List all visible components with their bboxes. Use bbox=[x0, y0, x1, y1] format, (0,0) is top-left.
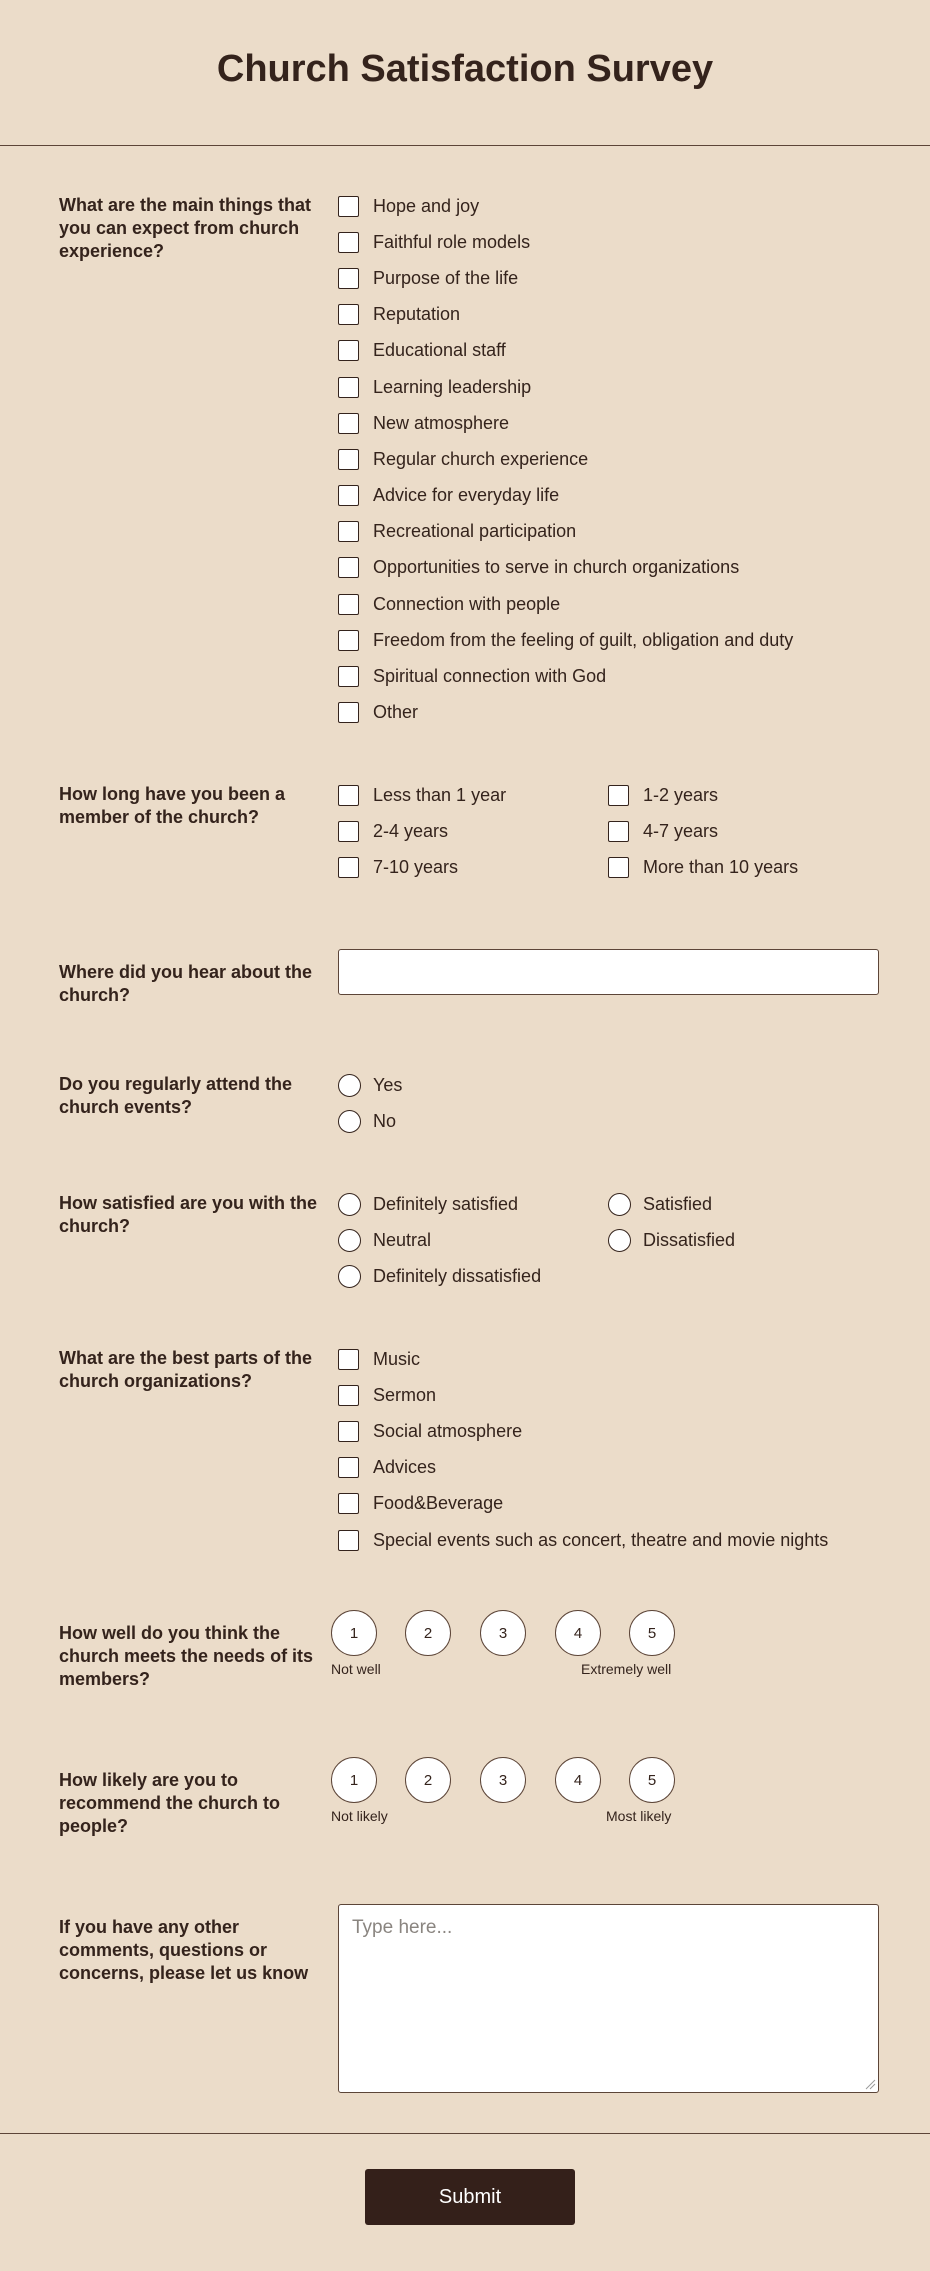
checkbox-option[interactable] bbox=[338, 555, 739, 579]
checkbox-option[interactable] bbox=[338, 375, 531, 399]
option-label: Other bbox=[373, 701, 419, 722]
submit-button[interactable]: Submit bbox=[365, 2169, 575, 2225]
option-label: 1-2 years bbox=[643, 784, 719, 805]
checkbox-option[interactable] bbox=[338, 664, 606, 688]
option-label: Advice for everyday life bbox=[373, 484, 560, 505]
checkbox[interactable] bbox=[338, 1493, 359, 1514]
question-label-expectations: What are the main things that you can expect from church experience? bbox=[59, 195, 312, 261]
option-label: Yes bbox=[373, 1074, 403, 1095]
checkbox[interactable] bbox=[338, 1385, 359, 1406]
checkbox[interactable] bbox=[338, 521, 359, 542]
radio-button[interactable] bbox=[338, 1193, 361, 1216]
option-label: Dissatisfied bbox=[643, 1229, 736, 1250]
checkbox-option[interactable] bbox=[608, 855, 798, 879]
checkbox[interactable] bbox=[338, 1457, 359, 1478]
question-label-best-parts: What are the best parts of the church organizations? bbox=[59, 1348, 313, 1391]
question-label-satisfaction: How satisfied are you with the church? bbox=[59, 1193, 318, 1236]
checkbox-option[interactable] bbox=[338, 194, 479, 218]
radio-option[interactable] bbox=[338, 1109, 396, 1133]
rating-button-3[interactable]: 3 bbox=[480, 1610, 526, 1656]
checkbox[interactable] bbox=[338, 304, 359, 325]
checkbox[interactable] bbox=[338, 557, 359, 578]
rating-button-5[interactable]: 5 bbox=[629, 1610, 675, 1656]
option-label: Hope and joy bbox=[373, 195, 480, 216]
option-label: Educational staff bbox=[373, 339, 506, 360]
checkbox[interactable] bbox=[338, 594, 359, 615]
option-label: Less than 1 year bbox=[373, 784, 507, 805]
checkbox[interactable] bbox=[338, 449, 359, 470]
radio-option[interactable] bbox=[608, 1228, 735, 1252]
option-label: Regular church experience bbox=[373, 448, 589, 469]
option-label: Connection with people bbox=[373, 593, 561, 614]
option-label: Purpose of the life bbox=[373, 267, 519, 288]
checkbox[interactable] bbox=[608, 857, 629, 878]
checkbox[interactable] bbox=[338, 1349, 359, 1370]
radio-option[interactable] bbox=[608, 1192, 712, 1216]
checkbox[interactable] bbox=[338, 702, 359, 723]
option-label: Recreational participation bbox=[373, 520, 577, 541]
option-label: More than 10 years bbox=[643, 856, 799, 877]
checkbox[interactable] bbox=[338, 821, 359, 842]
checkbox-option[interactable] bbox=[338, 855, 458, 879]
radio-button[interactable] bbox=[608, 1229, 631, 1252]
option-label: Music bbox=[373, 1348, 421, 1369]
question-label-attendance: Do you regularly attend the church events? bbox=[59, 1074, 293, 1117]
checkbox-option[interactable] bbox=[338, 783, 506, 807]
scale-high-label: Most likely bbox=[606, 1808, 672, 1824]
radio-option[interactable] bbox=[338, 1073, 402, 1097]
comments-textarea[interactable] bbox=[338, 1904, 879, 2093]
radio-button[interactable] bbox=[338, 1229, 361, 1252]
rating-button-5[interactable]: 5 bbox=[629, 1757, 675, 1803]
option-label: Learning leadership bbox=[373, 376, 532, 397]
checkbox[interactable] bbox=[608, 821, 629, 842]
checkbox[interactable] bbox=[338, 630, 359, 651]
rating-button-2[interactable]: 2 bbox=[405, 1757, 451, 1803]
option-label: New atmosphere bbox=[373, 412, 510, 433]
checkbox-option[interactable] bbox=[338, 1528, 828, 1552]
rating-button-1[interactable]: 1 bbox=[331, 1610, 377, 1656]
scale-low-label: Not well bbox=[331, 1661, 381, 1677]
radio-option[interactable] bbox=[338, 1228, 431, 1252]
checkbox[interactable] bbox=[338, 485, 359, 506]
checkbox[interactable] bbox=[338, 785, 359, 806]
option-label: Special events such as concert, theatre and movie nights bbox=[373, 1529, 829, 1550]
option-label: No bbox=[373, 1110, 397, 1131]
scale-high-label: Extremely well bbox=[581, 1661, 672, 1677]
resize-grip-icon[interactable] bbox=[864, 2078, 876, 2090]
radio-button[interactable] bbox=[338, 1110, 361, 1133]
option-label: Sermon bbox=[373, 1384, 437, 1405]
option-label: Opportunities to serve in church organizations bbox=[373, 556, 740, 577]
option-label: Reputation bbox=[373, 303, 461, 324]
checkbox[interactable] bbox=[608, 785, 629, 806]
checkbox-option[interactable] bbox=[338, 1419, 522, 1443]
option-label: Definitely satisfied bbox=[373, 1193, 519, 1214]
checkbox[interactable] bbox=[338, 666, 359, 687]
footer-divider bbox=[0, 2133, 930, 2134]
header-divider bbox=[0, 145, 930, 146]
option-label: Definitely dissatisfied bbox=[373, 1265, 542, 1286]
rating-button-3[interactable]: 3 bbox=[480, 1757, 526, 1803]
checkbox-option[interactable] bbox=[338, 592, 560, 616]
option-label: Spiritual connection with God bbox=[373, 665, 607, 686]
option-label: 4-7 years bbox=[643, 820, 719, 841]
checkbox[interactable] bbox=[338, 268, 359, 289]
checkbox-option[interactable] bbox=[608, 819, 718, 843]
question-label-comments: If you have any other comments, questions or concerns, please let us know bbox=[59, 1917, 309, 1983]
checkbox[interactable] bbox=[338, 340, 359, 361]
checkbox[interactable] bbox=[338, 196, 359, 217]
checkbox-option[interactable] bbox=[338, 1455, 436, 1479]
checkbox-option[interactable] bbox=[338, 700, 418, 724]
option-label: Satisfied bbox=[643, 1193, 713, 1214]
option-label: Freedom from the feeling of guilt, obligation and duty bbox=[373, 629, 794, 650]
checkbox-option[interactable] bbox=[338, 266, 518, 290]
radio-option[interactable] bbox=[338, 1264, 541, 1288]
option-label: Faithful role models bbox=[373, 231, 531, 252]
question-label-needs: How well do you think the church meets the needs of its members? bbox=[59, 1623, 314, 1689]
referral-input[interactable] bbox=[338, 949, 879, 995]
scale-low-label: Not likely bbox=[331, 1808, 388, 1824]
checkbox-option[interactable] bbox=[338, 819, 448, 843]
page-title: Church Satisfaction Survey bbox=[216, 48, 714, 90]
checkbox-option[interactable] bbox=[608, 783, 718, 807]
checkbox-option[interactable] bbox=[338, 411, 509, 435]
radio-button[interactable] bbox=[338, 1265, 361, 1288]
question-label-recommend: How likely are you to recommend the church to people? bbox=[59, 1770, 281, 1836]
rating-button-1[interactable]: 1 bbox=[331, 1757, 377, 1803]
checkbox-option[interactable] bbox=[338, 1383, 436, 1407]
checkbox[interactable] bbox=[338, 232, 359, 253]
checkbox-option[interactable] bbox=[338, 628, 793, 652]
option-label: 7-10 years bbox=[373, 856, 459, 877]
question-label-membership: How long have you been a member of the church? bbox=[59, 784, 286, 827]
radio-option[interactable] bbox=[338, 1192, 518, 1216]
checkbox-option[interactable] bbox=[338, 483, 559, 507]
question-label-referral: Where did you hear about the church? bbox=[59, 962, 313, 1005]
checkbox[interactable] bbox=[338, 377, 359, 398]
radio-button[interactable] bbox=[338, 1074, 361, 1097]
option-label: Social atmosphere bbox=[373, 1420, 523, 1441]
rating-button-4[interactable]: 4 bbox=[555, 1610, 601, 1656]
checkbox-option[interactable] bbox=[338, 447, 588, 471]
checkbox-option[interactable] bbox=[338, 1347, 420, 1371]
rating-button-2[interactable]: 2 bbox=[405, 1610, 451, 1656]
rating-button-4[interactable]: 4 bbox=[555, 1757, 601, 1803]
radio-button[interactable] bbox=[608, 1193, 631, 1216]
checkbox-option[interactable] bbox=[338, 302, 460, 326]
checkbox-option[interactable] bbox=[338, 519, 576, 543]
option-label: Food&Beverage bbox=[373, 1492, 504, 1513]
option-label: 2-4 years bbox=[373, 820, 449, 841]
checkbox[interactable] bbox=[338, 1421, 359, 1442]
checkbox[interactable] bbox=[338, 857, 359, 878]
checkbox[interactable] bbox=[338, 413, 359, 434]
option-label: Advices bbox=[373, 1456, 437, 1477]
option-label: Neutral bbox=[373, 1229, 432, 1250]
checkbox-option[interactable] bbox=[338, 230, 530, 254]
checkbox-option[interactable] bbox=[338, 338, 506, 362]
checkbox-option[interactable] bbox=[338, 1491, 503, 1515]
checkbox[interactable] bbox=[338, 1530, 359, 1551]
